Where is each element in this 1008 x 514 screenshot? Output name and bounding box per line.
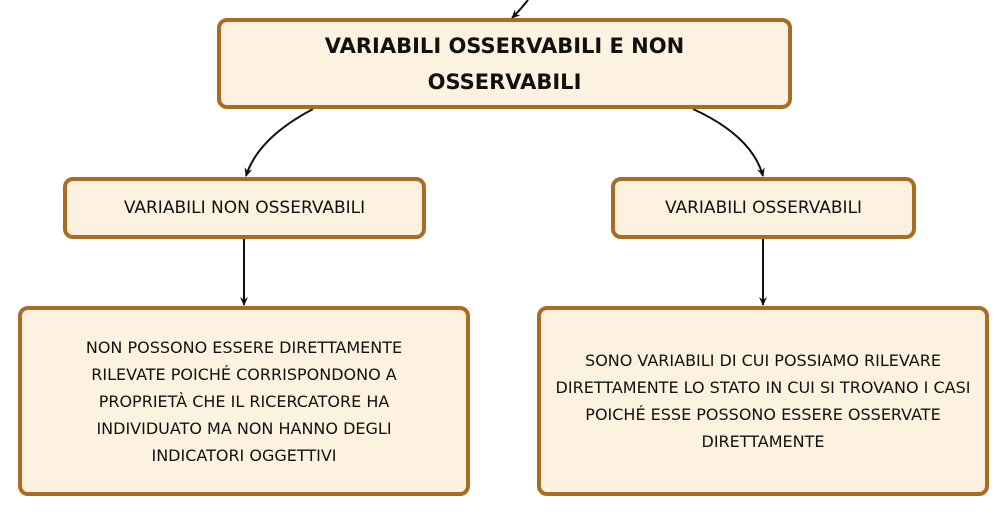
incoming-connector: [512, 0, 528, 18]
non-observable-variables-label: VARIABILI NON OSSERVABILI: [123, 198, 366, 218]
root-node: [217, 18, 792, 109]
observable-description-text: SONO VARIABILI DI CUI POSSIAMO RILEVARE DIRETTAMENTE LO STATO IN CUI SI TROVANO I CASI POICHÉ ESSE POSSONO ESSERE OSSERVATE DIRETTAMENTE: [555, 351, 971, 451]
observable-variables-node: [611, 177, 916, 239]
root-to-right-connector: [693, 109, 763, 176]
root-to-left-connector: [246, 109, 313, 176]
observable-description-node: [537, 306, 989, 496]
non-observable-description-node: [18, 306, 470, 496]
observable-variables-label: VARIABILI OSSERVABILI: [664, 198, 863, 218]
root-node-label: VARIABILI OSSERVABILI E NON OSSERVABILI: [324, 33, 685, 94]
non-observable-description-text: NON POSSONO ESSERE DIRETTAMENTE RILEVATE POICHÉ CORRISPONDONO A PROPRIETÀ CHE IL RICERCATORE HA INDIVIDUATO MA NON HANNO DEGLI INDICATORI OGGETTIVI: [85, 337, 403, 465]
non-observable-variables-node: [63, 177, 426, 239]
